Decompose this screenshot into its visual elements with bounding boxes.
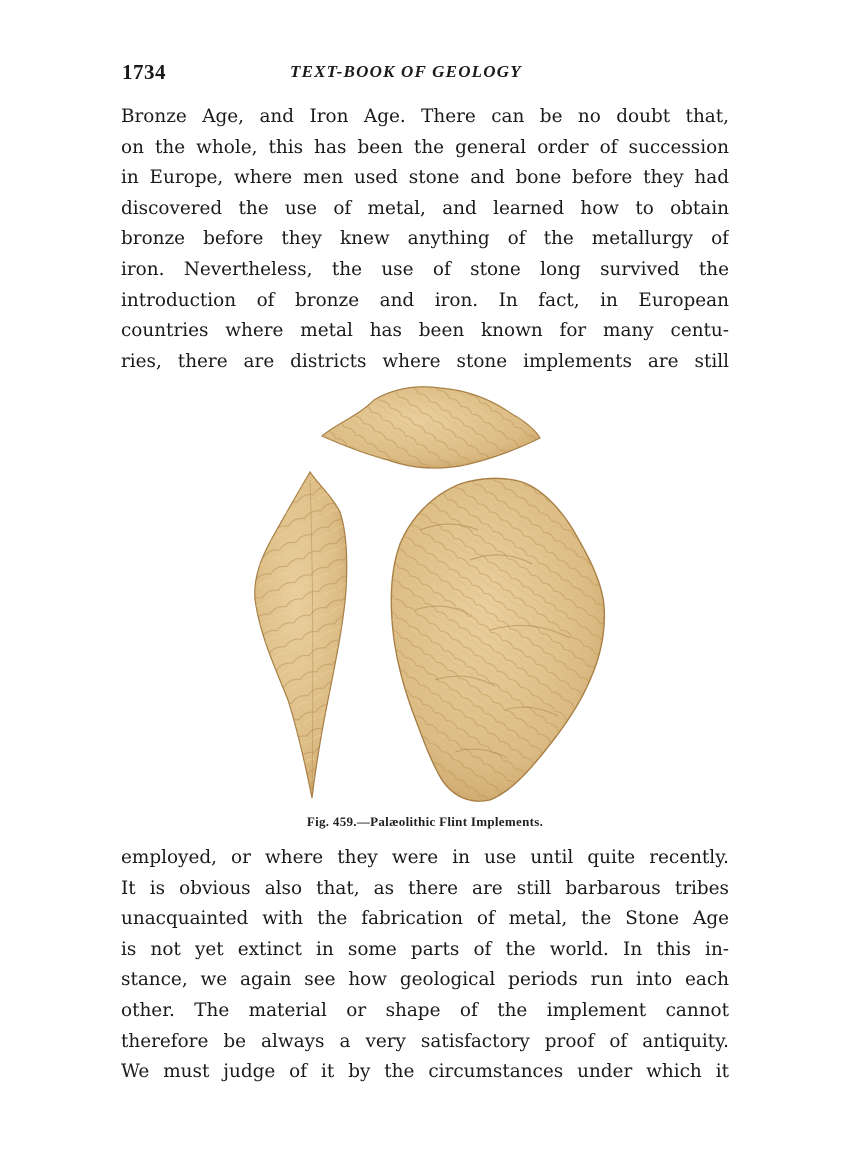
- flint-implements-figure: [240, 380, 620, 810]
- figure-caption: Fig. 459.—Palæolithic Flint Implements.: [306, 814, 544, 829]
- text-line: unacquainted with the fabrication of metal, the Stone Age: [121, 908, 729, 930]
- text-line: is not yet extinct in some parts of the world. In this in-: [121, 938, 729, 960]
- flint-flake-top: [322, 387, 540, 468]
- running-title: TEXT-BOOK OF GEOLOGY: [290, 62, 522, 81]
- text-line: Bronze Age, and Iron Age. There can be no doubt that,: [121, 106, 729, 127]
- text-line: employed, or where they were in use until quite recently.: [121, 847, 729, 868]
- text-line: introduction of bronze and iron. In fact, in European: [121, 289, 729, 311]
- paragraph-bottom: [121, 843, 729, 1088]
- text-line: discovered the use of metal, and learned how to obtain: [121, 197, 729, 219]
- text-line: in Europe, where men used stone and bone before they had: [121, 167, 729, 189]
- text-line: bronze before they knew anything of the metallurgy of: [121, 228, 729, 250]
- page-number: 1734: [122, 60, 166, 84]
- text-line: We must judge of it by the circumstances under which it: [121, 1061, 729, 1083]
- text-line: therefore be always a very satisfactory proof of antiquity.: [121, 1030, 729, 1052]
- text-line: countries where metal has been known for many centu-: [121, 320, 729, 342]
- text-line: iron. Nevertheless, the use of stone long survived the: [121, 258, 729, 280]
- flint-blade-left: [255, 472, 347, 798]
- flint-handaxe-right: [391, 478, 604, 801]
- text-line: on the whole, this has been the general order of succession: [121, 136, 729, 158]
- running-head: [122, 60, 730, 88]
- text-line: other. The material or shape of the implement cannot: [121, 999, 729, 1021]
- paragraph-top: [121, 102, 729, 377]
- text-line: ries, there are districts where stone implements are still: [121, 350, 729, 372]
- text-line: It is obvious also that, as there are still barbarous tribes: [121, 877, 729, 899]
- text-line: stance, we again see how geological periods run into each: [121, 969, 729, 991]
- flint-illustration: [240, 380, 620, 810]
